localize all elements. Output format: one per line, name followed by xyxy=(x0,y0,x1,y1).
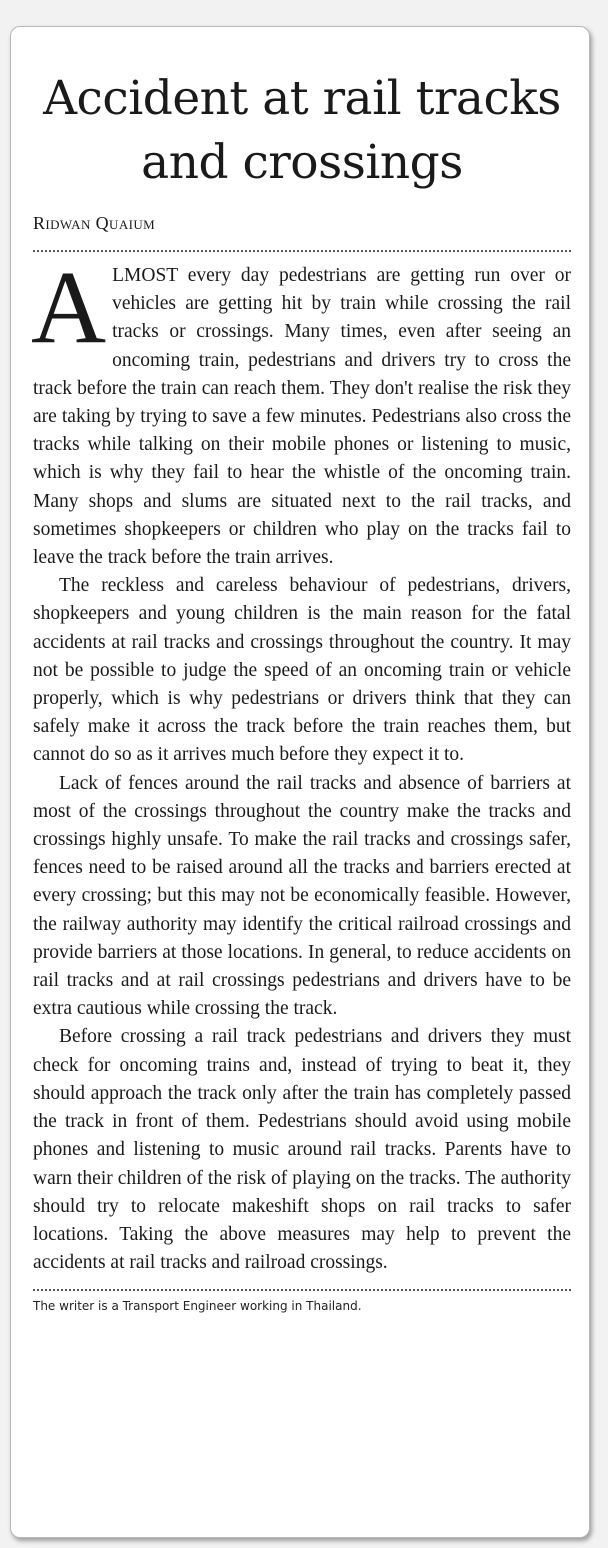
body-paragraph: Before crossing a rail track pedestrians and drivers they must check for oncoming trains and, instead of trying to beat it, they should approach the track only after the train has completely passed the track in front of them. Pedestrians should avoid using mobile phones and listening to music around rail tracks. Parents have to warn their children of the risk of playing on the tracks. The authority should try to relocate makeshift shops on rail tracks to safer locations. Taking the above measures may help to prevent the accidents at rail tracks and railroad crossings. xyxy=(33,1026,571,1274)
lead-paragraph-text: LMOST every day pedestrians are getting run over or vehicles are getting hit by train while crossing the rail tracks or crossings. Many times, even after seeing an oncoming train, pedestrians and drivers try to cross the track before the train can reach them. They don't realise the risk they are taking by trying to save a few minutes. Pedestrians also cross the tracks while talking on their mobile phones or listening to music, which is why they fail to hear the whistle of the oncoming train. Many shops and slums are situated next to the rail tracks, and sometimes shopkeepers or children who play on the tracks fail to leave the track before the train arrives. xyxy=(33,265,571,569)
article-content xyxy=(33,27,571,1313)
article-body xyxy=(31,250,571,1277)
author-footnote: The writer is a Transport Engineer working in Thailand. xyxy=(33,1299,362,1314)
body-paragraph: Lack of fences around the rail tracks and absence of barriers at most of the crossings throughout the country make the tracks and crossings highly unsafe. To make the rail tracks and crossings safer, fences need to be raised around all the tracks and barriers erected at every crossing; but this may not be economically feasible. However, the railway authority may identify the critical railroad crossings and provide barriers at those locations. In general, to reduce accidents on rail tracks and at rail crossings pedestrians and drivers have to be extra cautious while crossing the track. xyxy=(33,772,571,1020)
lead-paragraph xyxy=(31,250,571,572)
drop-cap: A xyxy=(31,250,107,365)
headline: Accident at rail tracks and crossings xyxy=(43,71,561,190)
body-paragraph: The reckless and careless behaviour of pedestrians, drivers, shopkeepers and young children is the main reason for the fatal accidents at rail tracks and crossings throughout the country. It may not be possible to judge the speed of an oncoming train or vehicle properly, which is why pedestrians or drivers think that they can safely make it across the track before the train reaches them, but cannot do so as it arrives much before they expect it to. xyxy=(33,575,571,766)
bottom-divider xyxy=(33,1289,571,1291)
top-divider xyxy=(33,250,571,252)
author-byline: Ridwan Quaium xyxy=(33,213,156,233)
article-card xyxy=(10,26,590,1538)
